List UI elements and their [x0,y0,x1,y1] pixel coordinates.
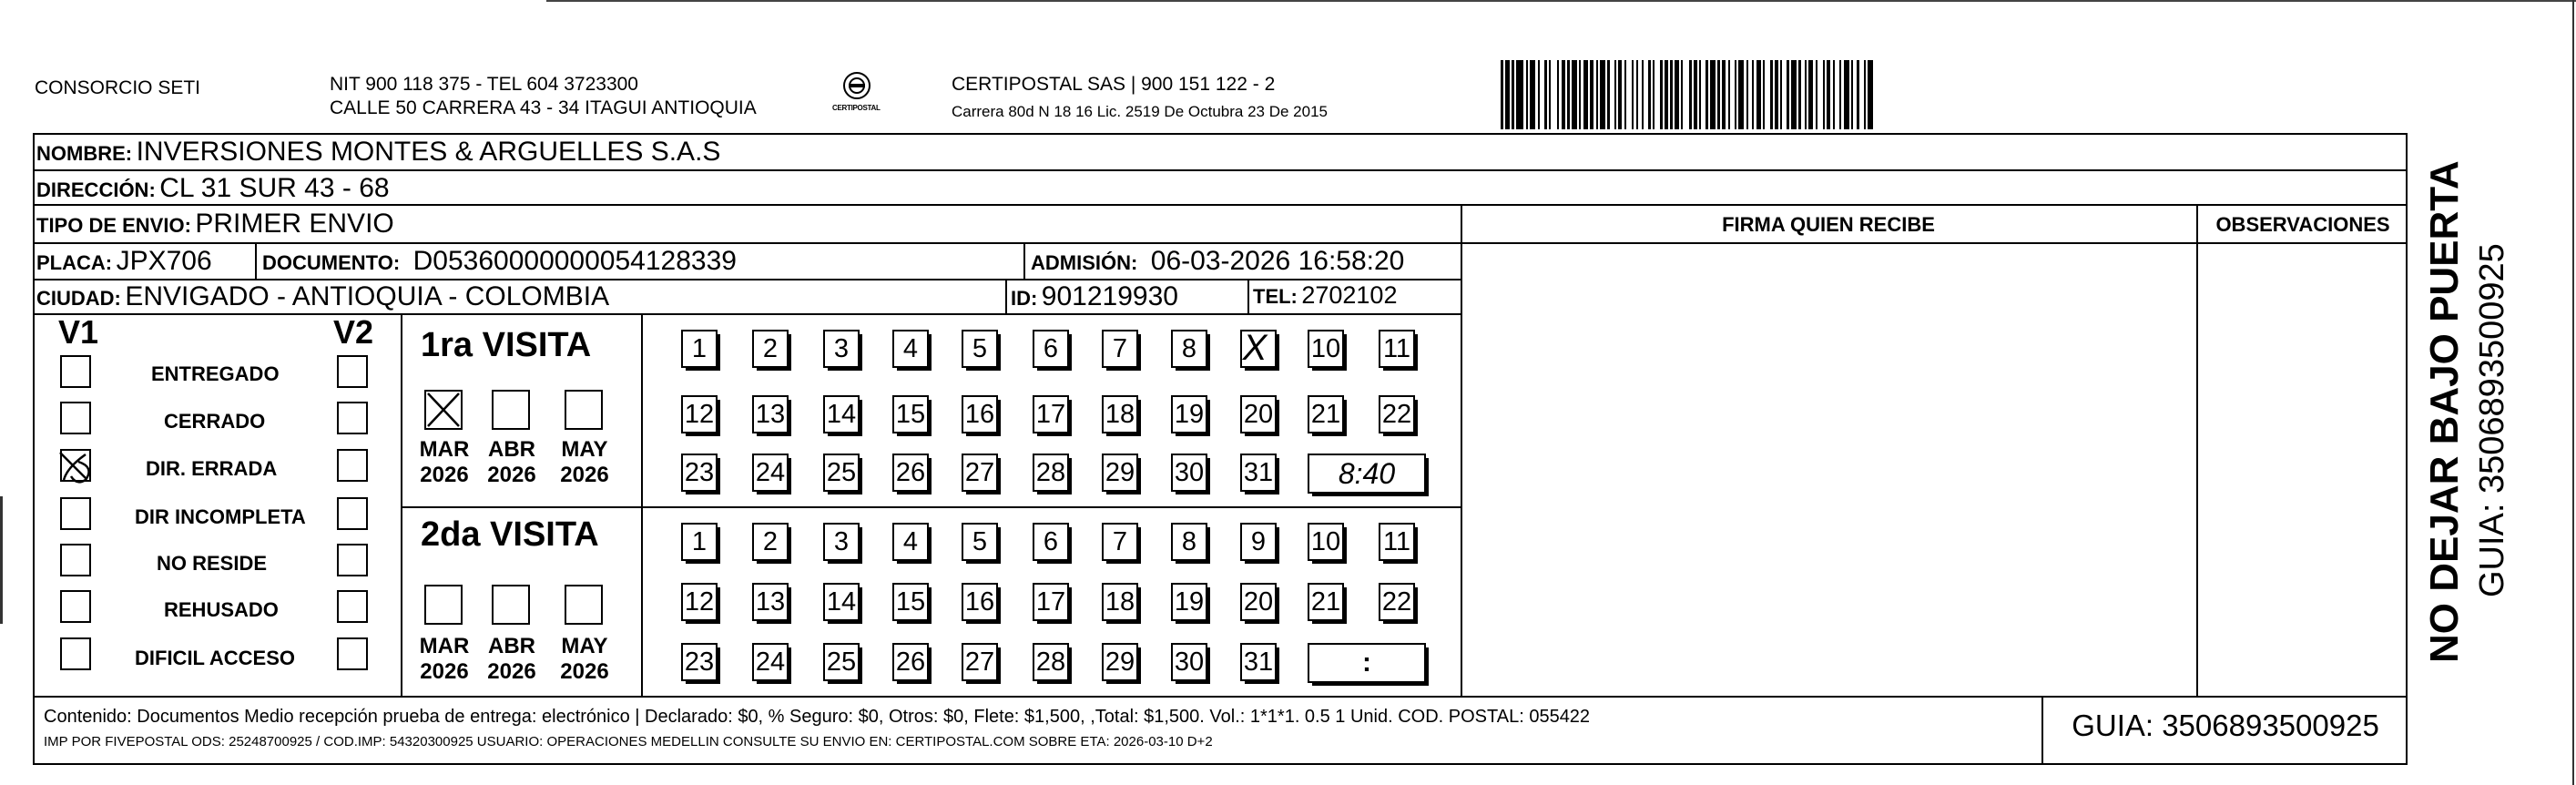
visit1-abr-checkbox[interactable] [492,390,530,430]
documento-value: D05360000000054128339 [412,246,737,276]
visit2-time-field[interactable]: : [1308,643,1426,683]
visit1-day-box[interactable]: 25 [823,454,860,492]
rule [1023,242,1025,279]
barcode-bar [1756,60,1761,129]
barcode-bar [1607,60,1610,129]
v1-entregado-checkbox[interactable] [60,355,91,388]
ciudad-value: ENVIGADO - ANTIOQUIA - COLOMBIA [125,281,610,311]
certipostal-line: CERTIPOSTAL SAS | 900 151 122 - 2 [952,74,1276,95]
barcode-bar [1770,60,1773,129]
visit1-month-mar: MAR 2026 [419,437,470,487]
visit2-day-box[interactable]: 27 [962,643,998,681]
visit1-day-box[interactable]: 15 [892,395,929,433]
barcode-bar [1844,60,1849,129]
visit2-month-mar: MAR 2026 [419,634,470,684]
contenido-line: Contenido: Documentos Medio recepción prueba de entrega: electrónico | Declarado: $0, % Seguro: $0, Otros: $0, Flete: $1,500, ,Total: $1,500. Vol.: 1*1*1. 0.5 1 Unid. COD. POSTAL: 055422 [44,707,1591,727]
barcode-bar [1746,60,1748,129]
direccion-row [36,173,390,204]
v1-dir-incompleta-checkbox[interactable] [60,497,91,530]
barcode-bar [1808,60,1813,129]
visit2-mar-checkbox[interactable] [424,585,463,625]
barcode-bar [1864,60,1866,129]
visit2-day-box[interactable]: 10 [1308,523,1344,561]
visit1-day-box[interactable]: 12 [681,395,718,433]
barcode-bar [1583,60,1588,129]
barcode-bar [1516,60,1523,129]
v1-rehusado-checkbox[interactable] [60,590,91,623]
visit1-day-box[interactable]: 30 [1171,454,1207,492]
visit1-may-checkbox[interactable] [565,390,603,430]
observaciones-label: OBSERVACIONES [2215,213,2390,236]
admision-label: ADMISIÓN: [1031,251,1138,274]
visit1-day-box[interactable]: 20 [1240,395,1277,433]
address-line: CALLE 50 CARRERA 43 - 34 ITAGUI ANTIOQUIA [330,97,757,118]
visit2-day-box[interactable]: 1 [681,523,718,561]
visit2-day-box[interactable]: 29 [1102,643,1138,681]
barcode-bar [1653,60,1655,129]
rule [401,506,1461,508]
visit1-day-box[interactable]: 13 [752,395,789,433]
certipostal-logo [832,67,881,118]
barcode-bar [1705,60,1708,129]
handwritten-check-mark-icon [58,449,89,482]
id-row [1011,281,1178,312]
barcode-bar [1839,60,1841,129]
visit2-day-box[interactable]: 15 [892,583,929,621]
rule [641,313,643,696]
visit2-day-box[interactable]: 2 [752,523,789,561]
visit2-day-box[interactable]: 3 [823,523,860,561]
barcode-bar [1827,60,1830,129]
ciudad-row [36,281,609,312]
visit1-day-box[interactable]: 8 [1171,330,1207,368]
nombre-row [36,137,720,168]
barcode-bar [1636,60,1638,129]
barcode-bar [1544,60,1547,129]
visit1-title: 1ra VISITA [421,326,592,364]
v2-entregado-checkbox[interactable] [337,355,368,388]
visit1-day-box[interactable]: 4 [892,330,929,368]
v2-rehusado-checkbox[interactable] [337,590,368,623]
documento-row [262,246,737,277]
visit2-day-box[interactable]: 30 [1171,643,1207,681]
barcode-bar [1775,60,1778,129]
status-entregado: ENTREGADO [151,362,280,385]
tipo-label: TIPO DE ENVIO: [36,214,191,237]
status-cerrado: CERRADO [164,410,266,433]
barcode-bar [1579,60,1581,129]
direccion-value: CL 31 SUR 43 - 68 [159,173,390,203]
barcode-bar [1717,60,1720,129]
v2-cerrado-checkbox[interactable] [337,402,368,434]
left-edge-mark [0,496,3,624]
barcode-bar [1624,60,1626,129]
top-edge-line [546,0,2576,2]
visit2-month-may: MAY 2026 [560,634,609,684]
visit2-day-box[interactable]: 4 [892,523,929,561]
v1-dificil-acceso-checkbox[interactable] [60,637,91,670]
tipo-value: PRIMER ENVIO [195,209,394,239]
visit1-day-box[interactable]: 31 [1240,454,1277,492]
visit2-day-box[interactable]: 14 [823,583,860,621]
admision-value: 06-03-2026 16:58:20 [1150,246,1405,276]
barcode-bar [1538,60,1540,129]
barcode-bar [1728,60,1730,129]
barcode-bar [1562,60,1565,129]
visit1-day-9-handwritten-mark: X [1242,328,1268,368]
visit1-time-field[interactable]: 8:40 [1308,454,1426,494]
rule [33,204,2408,206]
visit1-day-box[interactable]: 14 [823,395,860,433]
rule [33,242,2408,244]
barcode-bar [1787,60,1789,129]
barcode-bar [1632,60,1634,129]
visit2-day-box[interactable]: 6 [1033,523,1069,561]
id-label: ID: [1011,287,1038,310]
rule [1461,204,1462,696]
x-mark-icon [424,390,463,430]
visit2-day-box[interactable]: 23 [681,643,718,681]
barcode-bar [1694,60,1697,129]
rule [33,313,1461,315]
rule [1005,279,1007,313]
barcode-bar [1670,60,1673,129]
company-name: CONSORCIO SETI [35,77,201,98]
visit2-day-box[interactable]: 17 [1033,583,1069,621]
barcode-bar [1512,60,1514,129]
barcode-bar [1681,60,1683,129]
rule [255,242,257,279]
barcode-bar [1689,60,1692,129]
nit-line: NIT 900 118 375 - TEL 604 3723300 [330,74,638,95]
visit1-day-box[interactable]: 28 [1033,454,1069,492]
status-no-reside: NO RESIDE [157,552,268,575]
status-dir-incompleta: DIR INCOMPLETA [135,505,306,528]
visit1-day-box[interactable]: 16 [962,395,998,433]
barcode-bar [1833,60,1835,129]
barcode-bar [1868,60,1873,129]
visit1-day-box[interactable]: 11 [1379,330,1415,368]
status-rehusado: REHUSADO [164,598,279,621]
tel-label: TEL: [1253,285,1298,308]
visit1-day-box[interactable]: 2 [752,330,789,368]
logo-text: CERTIPOSTAL [832,104,881,112]
direccion-label: DIRECCIÓN: [36,178,156,201]
visit1-day-box[interactable]: 27 [962,454,998,492]
status-dificil-acceso: DIFICIL ACCESO [135,647,296,669]
placa-label: PLACA: [36,251,113,274]
visit2-day-box[interactable]: 8 [1171,523,1207,561]
visit2-day-box[interactable]: 9 [1240,523,1277,561]
rule [2196,204,2198,696]
barcode-bar [1763,60,1765,129]
barcode-bar [1567,60,1570,129]
barcode-bar [1780,60,1782,129]
barcode-bar [1660,60,1663,129]
visit1-month-may: MAY 2026 [560,437,609,487]
barcode-bar [1526,60,1528,129]
barcode-bar [1549,60,1551,129]
visit2-day-box[interactable]: 25 [823,643,860,681]
visit1-day-box[interactable]: 21 [1308,395,1344,433]
barcode-bar [1851,60,1853,129]
visit1-day-box[interactable]: 6 [1033,330,1069,368]
rule [33,279,1461,280]
tipo-row [36,209,394,240]
visit1-day-box[interactable]: 19 [1171,395,1207,433]
license-line: Carrera 80d N 18 16 Lic. 2519 De Octubra 23 De 2015 [952,103,1328,120]
barcode-bar [1823,60,1825,129]
barcode-bar [1614,60,1616,129]
tel-value: 2702102 [1301,281,1398,309]
v1-label: V1 [58,313,99,351]
visit1-day-box[interactable]: 22 [1379,395,1415,433]
nombre-label: NOMBRE: [36,142,133,165]
visit1-day-box[interactable]: 29 [1102,454,1138,492]
side-warning: NO DEJAR BAJO PUERTA [2422,160,2467,663]
visit2-day-box[interactable]: 24 [752,643,789,681]
visit2-day-box[interactable]: 11 [1379,523,1415,561]
v2-label: V2 [333,313,374,351]
right-edge-line [2572,0,2574,785]
barcode-bar [1752,60,1754,129]
visit1-day-box[interactable]: 18 [1102,395,1138,433]
visit2-day-box[interactable]: 22 [1379,583,1415,621]
documento-label: DOCUMENTO: [262,251,401,274]
visit1-day-box[interactable]: 26 [892,454,929,492]
footer-guia: GUIA: 3506893500925 [2072,709,2379,742]
rule [33,696,2408,698]
side-guia: GUIA: 3506893500925 [2473,243,2511,597]
barcode-bar [1618,60,1622,129]
barcode-bar [1501,60,1503,129]
id-value: 901219930 [1041,281,1178,311]
visit2-day-box[interactable]: 18 [1102,583,1138,621]
v2-dir-incompleta-checkbox[interactable] [337,497,368,530]
v2-dir-errada-checkbox[interactable] [337,449,368,482]
visit1-day-box[interactable]: 1 [681,330,718,368]
visit2-day-box[interactable]: 21 [1308,583,1344,621]
visit2-month-abr: ABR 2026 [487,634,536,684]
rule [33,169,2408,171]
visit2-day-box[interactable]: 19 [1171,583,1207,621]
barcode-bar [1675,60,1679,129]
barcode-bar [1710,60,1716,129]
visit1-day-box[interactable]: 24 [752,454,789,492]
v1-dir-errada-checkbox[interactable] [60,449,91,482]
imp-line: IMP POR FIVEPOSTAL ODS: 25248700925 / COD.IMP: 54320300925 USUARIO: OPERACIONES MEDELLIN CONSULTE SU ENVIO EN: CERTIPOSTAL.COM SOBRE ETA: 2026-03-10 D+2 [44,734,1213,749]
barcode-bar [1557,60,1559,129]
rule [401,313,402,696]
barcode-bar [1642,60,1644,129]
barcode [1499,60,2227,129]
visit1-day-box[interactable]: 7 [1102,330,1138,368]
status-dir-errada: DIR. ERRADA [146,457,278,480]
visit2-day-box[interactable]: 5 [962,523,998,561]
visit2-title: 2da VISITA [421,515,599,554]
visit2-abr-checkbox[interactable] [492,585,530,625]
barcode-bar [1590,60,1593,129]
barcode-bar [1738,60,1744,129]
barcode-bar [1816,60,1817,129]
firma-label: FIRMA QUIEN RECIBE [1722,213,1935,236]
placa-row [36,246,212,277]
visit2-may-checkbox[interactable] [565,585,603,625]
barcode-bar [1798,60,1801,129]
rule [1247,279,1249,313]
visit2-day-box[interactable]: 28 [1033,643,1069,681]
ciudad-label: CIUDAD: [36,287,121,310]
tel-row [1253,281,1397,310]
v1-cerrado-checkbox[interactable] [60,402,91,434]
barcode-bar [1572,60,1577,129]
visit2-day-box[interactable]: 26 [892,643,929,681]
visit1-day-box[interactable]: 17 [1033,395,1069,433]
visit2-day-box[interactable]: 31 [1240,643,1277,681]
visit1-day-box[interactable]: 3 [823,330,860,368]
visit2-day-box[interactable]: 7 [1102,523,1138,561]
visit1-day-box[interactable]: 10 [1308,330,1344,368]
visit2-day-box[interactable]: 13 [752,583,789,621]
placa-value: JPX706 [116,246,212,276]
barcode-bar [1857,60,1859,129]
barcode-bar [1505,60,1510,129]
visit1-day-box[interactable]: 5 [962,330,998,368]
visit1-day-box[interactable]: 23 [681,454,718,492]
nombre-value: INVERSIONES MONTES & ARGUELLES S.A.S [136,137,721,167]
visit1-mar-checkbox[interactable] [424,390,463,430]
v1-no-reside-checkbox[interactable] [60,544,91,576]
visit1-month-abr: ABR 2026 [487,437,536,487]
barcode-bar [1596,60,1598,129]
barcode-bar [1791,60,1797,129]
barcode-bar [1600,60,1605,129]
barcode-bar [1805,60,1807,129]
admision-row [1031,246,1404,277]
barcode-bar [1722,60,1726,129]
v2-dificil-acceso-checkbox[interactable] [337,637,368,670]
barcode-bar [1530,60,1535,129]
barcode-bar [1735,60,1736,129]
v2-no-reside-checkbox[interactable] [337,544,368,576]
barcode-bar [1665,60,1668,129]
visit2-day-box[interactable]: 16 [962,583,998,621]
barcode-bar [1699,60,1701,129]
visit2-day-box[interactable]: 20 [1240,583,1277,621]
barcode-bar [1648,60,1651,129]
visit2-day-box[interactable]: 12 [681,583,718,621]
